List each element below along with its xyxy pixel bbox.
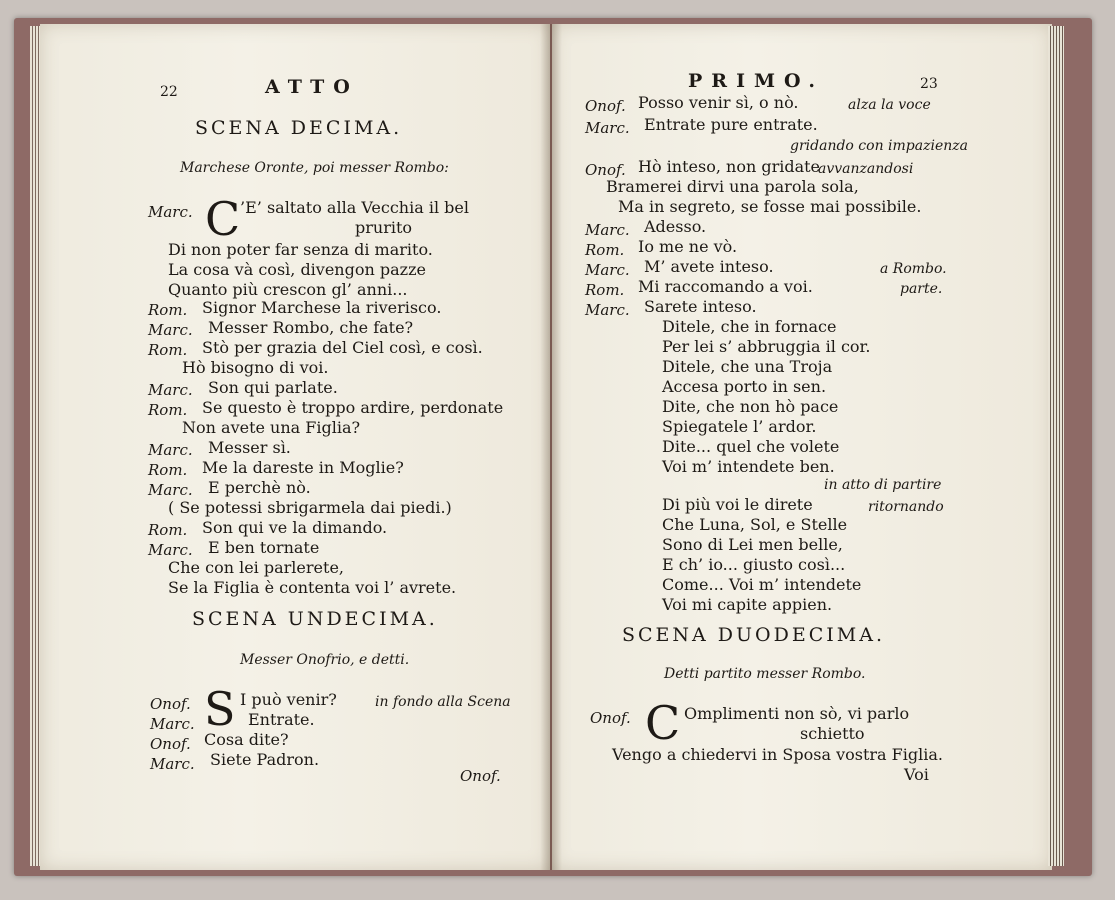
aria-line: Voi m’ intendete ben. xyxy=(662,457,835,476)
aria-line: Ditele, che in fornace xyxy=(662,317,837,336)
verse-line: Quanto più crescon gl’ anni... xyxy=(168,280,408,299)
stage-direction: parte. xyxy=(900,281,943,297)
speaker-label: Onof. xyxy=(585,97,626,115)
speaker-label: Rom. xyxy=(585,241,625,259)
speaker-label: Onof. xyxy=(150,695,191,713)
verse-line: ’E’ saltato alla Vecchia il bel xyxy=(240,198,469,217)
aria-line: Ditele, che una Troja xyxy=(662,357,833,376)
running-head-left: ATTO xyxy=(265,76,359,98)
speaker-label: Onof. xyxy=(150,735,191,753)
verse-line: Vengo a chiedervi in Sposa vostra Figlia. xyxy=(612,745,943,764)
verse-line: Siete Padron. xyxy=(210,750,320,769)
speaker-label: Rom. xyxy=(148,341,188,359)
aria-line: Voi mi capite appien. xyxy=(662,595,833,614)
verse-line: Hò bisogno di voi. xyxy=(182,358,329,377)
scene-title: SCENA DUODECIMA. xyxy=(622,624,885,646)
scene-title: SCENA UNDECIMA. xyxy=(192,608,438,630)
aria-line: Che Luna, Sol, e Stelle xyxy=(662,515,848,534)
verse-line: Se questo è troppo ardire, perdonate xyxy=(202,398,504,417)
verse-line: Io me ne vò. xyxy=(638,237,738,256)
aria-line: Sono di Lei men belle, xyxy=(662,535,843,554)
speaker-label: Onof. xyxy=(585,161,626,179)
verse-line: M’ avete inteso. xyxy=(644,257,774,276)
verse-line: Se la Figlia è contenta voi l’ avrete. xyxy=(168,578,457,597)
speaker-label: Rom. xyxy=(148,301,188,319)
speaker-label: Marc. xyxy=(148,321,193,339)
aria-line: E ch’ io... giusto così... xyxy=(662,555,846,574)
stage-direction: a Rombo. xyxy=(880,261,947,277)
speaker-label: Rom. xyxy=(148,521,188,539)
stage-direction: in fondo alla Scena xyxy=(375,694,511,710)
aria-line: Di più voi le direte xyxy=(662,495,813,514)
verse-line: prurito xyxy=(355,218,413,237)
scene-characters: Messer Onofrio, e detti. xyxy=(240,652,410,668)
verse-line: Son qui ve la dimando. xyxy=(202,518,388,537)
verse-line: Stò per grazia del Ciel così, e così. xyxy=(202,338,483,357)
verse-line: Di non poter far senza di marito. xyxy=(168,240,433,259)
verse-line: Messer sì. xyxy=(208,438,291,457)
verse-line: Messer Rombo, che fate? xyxy=(208,318,414,337)
stage-direction: ritornando xyxy=(868,499,944,515)
verse-line: schietto xyxy=(800,724,865,743)
left-page xyxy=(40,24,550,870)
drop-cap: C xyxy=(205,192,241,246)
verse-line: Entrate pure entrate. xyxy=(644,115,818,134)
verse-line: Adesso. xyxy=(644,217,707,236)
scene-characters: Detti partito messer Rombo. xyxy=(664,666,866,682)
verse-line: La cosa và così, divengon pazze xyxy=(168,260,426,279)
drop-cap: S xyxy=(204,682,236,736)
speaker-label: Marc. xyxy=(585,119,630,137)
scene-characters: Marchese Oronte, poi messer Rombo: xyxy=(180,160,449,176)
stage-direction: in atto di partire xyxy=(824,477,942,493)
verse-line: Signor Marchese la riverisco. xyxy=(202,298,442,317)
speaker-label: Marc. xyxy=(150,755,195,773)
stage-direction: alza la voce xyxy=(848,97,931,113)
verse-line: Bramerei dirvi una parola sola, xyxy=(606,177,859,196)
speaker-label: Onof. xyxy=(590,709,631,727)
verse-line: Hò inteso, non gridate xyxy=(638,157,821,176)
speaker-label: Rom. xyxy=(148,461,188,479)
speaker-label: Rom. xyxy=(148,401,188,419)
verse-line: Entrate. xyxy=(248,710,315,729)
verse-line: Mi raccomando a voi. xyxy=(638,277,813,296)
catchword: Onof. xyxy=(460,767,501,785)
stage-direction: avvanzandosi xyxy=(818,161,914,177)
verse-line: E ben tornate xyxy=(208,538,320,557)
aria-line: Come... Voi m’ intendete xyxy=(662,575,862,594)
aria-line: Dite... quel che volete xyxy=(662,437,840,456)
page-edges-right xyxy=(1048,26,1064,866)
verse-line: Non avete una Figlia? xyxy=(182,418,361,437)
aria-line: Per lei s’ abbruggia il cor. xyxy=(662,337,871,356)
page-number-left: 22 xyxy=(160,84,178,100)
verse-line: Son qui parlate. xyxy=(208,378,338,397)
speaker-label: Marc. xyxy=(148,381,193,399)
stage-direction: gridando con impazienza xyxy=(790,138,968,154)
scene-title: SCENA DECIMA. xyxy=(195,117,403,139)
speaker-label: Marc. xyxy=(585,261,630,279)
verse-line: Che con lei parlerete, xyxy=(168,558,344,577)
catchword: Voi xyxy=(904,765,929,784)
verse-line: Me la dareste in Moglie? xyxy=(202,458,404,477)
aria-line: Spiegatele l’ ardor. xyxy=(662,417,817,436)
speaker-label: Marc. xyxy=(585,301,630,319)
verse-line: ( Se potessi sbrigarmela dai piedi.) xyxy=(168,498,452,517)
speaker-label: Marc. xyxy=(148,541,193,559)
drop-cap: C xyxy=(645,696,681,750)
aria-line: Dite, che non hò pace xyxy=(662,397,839,416)
verse-line: Posso venir sì, o nò. xyxy=(638,93,799,112)
aria-line: Accesa porto in sen. xyxy=(662,377,827,396)
book-gutter xyxy=(540,24,562,870)
verse-line: Ma in segreto, se fosse mai possibile. xyxy=(618,197,922,216)
verse-line: E perchè nò. xyxy=(208,478,311,497)
speaker-label: Marc. xyxy=(148,481,193,499)
speaker-label: Rom. xyxy=(585,281,625,299)
page-number-right: 23 xyxy=(920,76,938,92)
verse-line: Cosa dite? xyxy=(204,730,289,749)
speaker-label: Marc. xyxy=(585,221,630,239)
verse-line: Sarete inteso. xyxy=(644,297,757,316)
running-head-right: PRIMO. xyxy=(688,70,825,92)
verse-line: I può venir? xyxy=(240,690,337,709)
speaker-label: Marc. xyxy=(150,715,195,733)
speaker-label: Marc. xyxy=(148,203,193,221)
verse-line: Omplimenti non sò, vi parlo xyxy=(684,704,910,723)
speaker-label: Marc. xyxy=(148,441,193,459)
